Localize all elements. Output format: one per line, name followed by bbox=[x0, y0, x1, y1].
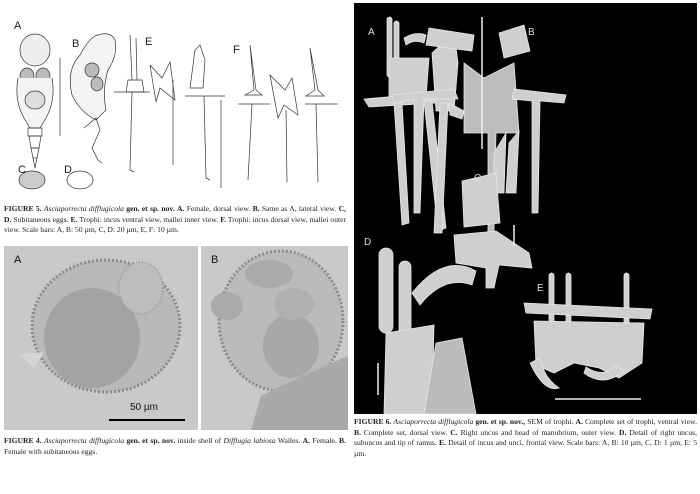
panel-label-d: D bbox=[364, 237, 372, 248]
panel-label-f: F bbox=[233, 44, 240, 56]
figure-6-sem-panel bbox=[354, 3, 697, 414]
caption-text: SEM of trophi. bbox=[525, 417, 576, 426]
panel-label-c: C bbox=[18, 164, 26, 176]
caption-part-text: Trophi: incus ventral view, mallei inner view. bbox=[77, 214, 221, 224]
panel-label-e: E bbox=[145, 36, 153, 48]
caption-species: Asciaporrecta difflugicola bbox=[43, 204, 124, 213]
figure-4-caption bbox=[4, 436, 346, 457]
micrograph-b-image bbox=[201, 246, 348, 430]
caption-part-key: A. bbox=[302, 436, 311, 445]
caption-part-text: Subitaneous eggs. bbox=[11, 214, 71, 224]
caption-part-key: F. bbox=[220, 214, 227, 224]
caption-part-text: Complete set of trophi, ventral view. bbox=[582, 417, 698, 426]
figure-4-panel-b bbox=[201, 246, 348, 430]
panel-label-b: B bbox=[211, 254, 219, 266]
caption-species: Asciaporrecta difflugicola bbox=[43, 436, 125, 445]
caption-part-text: Female with subitaneous eggs. bbox=[4, 446, 98, 456]
caption-part-text: Right uncus and head of manubrium, outer view. bbox=[457, 427, 620, 437]
caption-part-key: E. bbox=[70, 214, 78, 224]
caption-label: FIGURE 4. bbox=[4, 436, 42, 445]
panel-label-b: B bbox=[528, 27, 535, 38]
caption-part-key: E. bbox=[438, 438, 446, 448]
sem-trophi-image bbox=[354, 3, 697, 414]
caption-part-key: B. bbox=[252, 204, 260, 213]
panel-label-d: D bbox=[64, 164, 72, 176]
caption-text: Wailes. bbox=[275, 436, 303, 445]
caption-text: inside shell of bbox=[175, 436, 224, 445]
figure-5-drawings bbox=[0, 0, 350, 200]
caption-part-key: C, D. bbox=[4, 204, 347, 224]
caption-part-key: B. bbox=[339, 436, 346, 445]
caption-part-text: Trophi: incus dorsal view, mallei outer view. Scale bars: A, B: 50 µm, C, D: 20 µm, E, F: 10 µm. bbox=[4, 214, 346, 235]
caption-novelty: gen. et sp. nov., bbox=[475, 417, 526, 426]
caption-part-text: Female. bbox=[310, 436, 340, 445]
panel-label-a: A bbox=[368, 27, 375, 38]
caption-part-text: Complete set, dorsal view. bbox=[360, 427, 451, 437]
figure-6-caption bbox=[354, 417, 697, 459]
caption-part-text: Female, dorsal view. bbox=[184, 204, 253, 213]
caption-part-key: A. bbox=[177, 204, 185, 213]
caption-part-text: Detail of incus and unci, frontal view. Scale bars: A, B: 10 µm, C, D: 1 µm, E: 5 µm. bbox=[354, 438, 697, 458]
panel-label-a: A bbox=[14, 20, 22, 32]
caption-host-species: Difflugia labiosa bbox=[223, 436, 276, 445]
caption-label: FIGURE 6. bbox=[354, 417, 392, 426]
caption-novelty: gen. et sp. nov. bbox=[126, 204, 175, 213]
caption-species: Asciaporrecta difflugicola bbox=[393, 417, 474, 426]
panel-label-a: A bbox=[14, 254, 22, 266]
caption-part-text: Same as A, lateral view. bbox=[259, 204, 339, 213]
figure-4-panel-a bbox=[4, 246, 198, 430]
scale-bar-label: 50 µm bbox=[130, 402, 158, 413]
rotifer-drawings-illustration bbox=[0, 0, 350, 200]
panel-label-e: E bbox=[537, 283, 544, 294]
caption-part-key: A. bbox=[575, 417, 583, 426]
panel-label-b: B bbox=[72, 38, 80, 50]
caption-novelty: gen. et sp. nov. bbox=[126, 436, 176, 445]
caption-part-key: C. bbox=[450, 427, 458, 437]
caption-label: FIGURE 5. bbox=[4, 204, 42, 213]
caption-part-key: B. bbox=[354, 427, 361, 437]
panel-label-c: C bbox=[474, 173, 482, 184]
figure-5-caption bbox=[4, 204, 346, 236]
caption-part-text: Detail of right uncus, subuncus and tip of ramus. bbox=[354, 427, 698, 448]
caption-part-key: D. bbox=[619, 427, 627, 437]
micrograph-a-image bbox=[4, 246, 198, 430]
